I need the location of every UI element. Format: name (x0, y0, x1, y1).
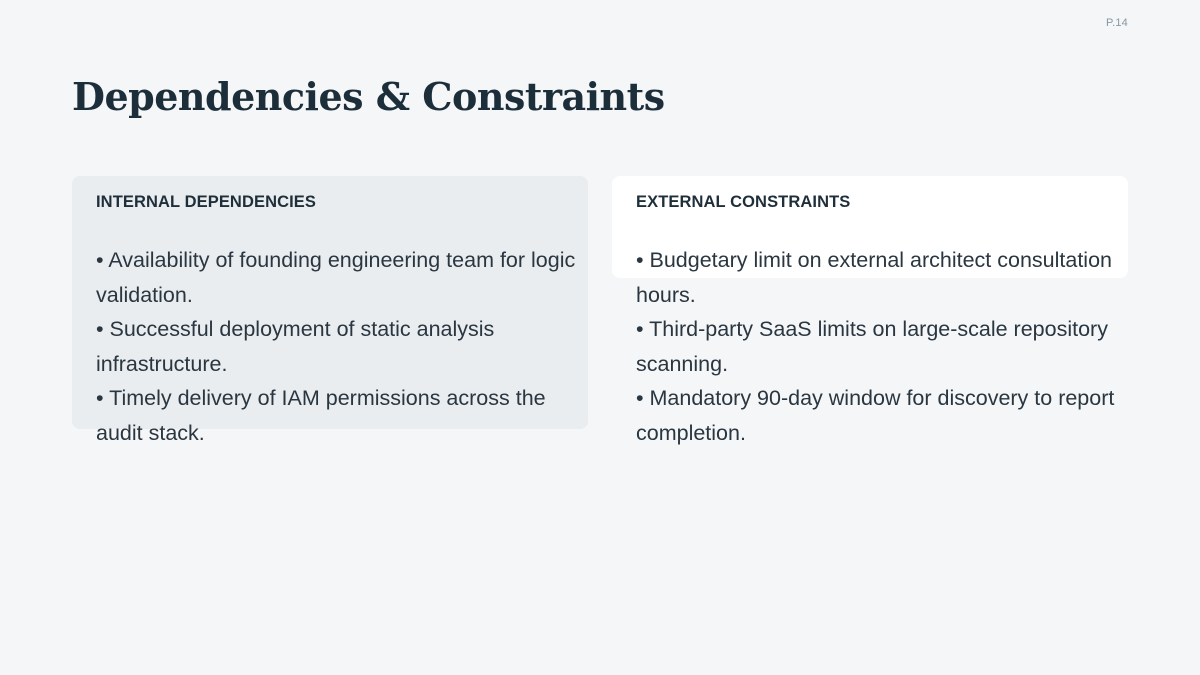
list-item: • Successful deployment of static analysis infrastructure. (96, 317, 495, 376)
list-item: • Budgetary limit on external architect consultation hours. (636, 248, 1112, 307)
page-title: Dependencies & Constraints (72, 74, 665, 119)
list-item: • Third-party SaaS limits on large-scale repository scanning. (636, 317, 1108, 376)
page-number: P.14 (1105, 17, 1128, 29)
external-constraints-heading: EXTERNAL CONSTRAINTS (636, 193, 851, 211)
external-constraints-card (612, 176, 1128, 445)
internal-dependencies-heading: INTERNAL DEPENDENCIES (96, 193, 316, 211)
list-item: • Timely delivery of IAM permissions across the audit stack. (96, 386, 546, 445)
external-constraints-list (636, 243, 1116, 450)
internal-dependencies-list (96, 243, 576, 450)
internal-dependencies-card (72, 176, 588, 445)
list-item: • Mandatory 90-day window for discovery to report completion. (636, 386, 1115, 445)
list-item: • Availability of founding engineering team for logic validation. (96, 248, 576, 307)
